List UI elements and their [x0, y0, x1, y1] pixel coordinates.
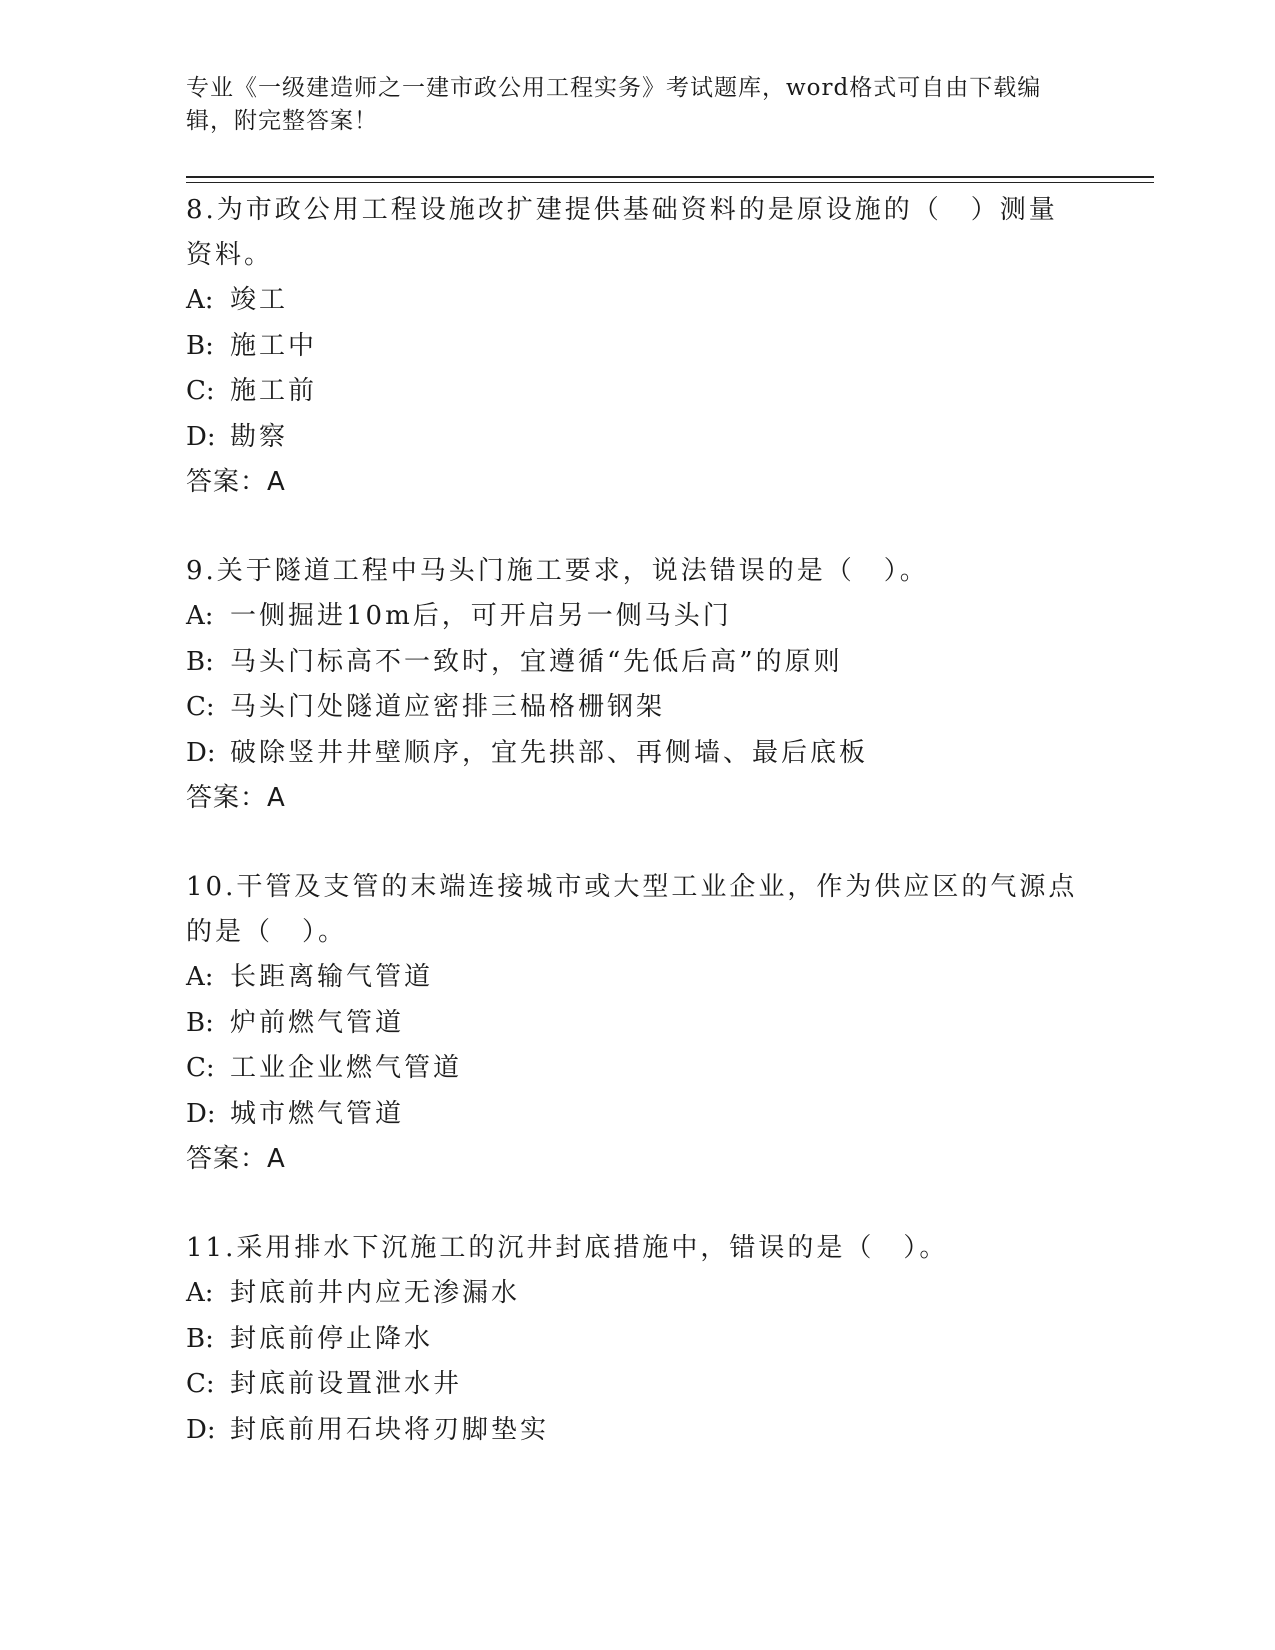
option-d: [186, 1408, 1086, 1454]
option-text: 勘察: [230, 421, 289, 452]
option-d: [186, 731, 1086, 777]
option-c: [186, 1046, 1086, 1092]
option-a: [186, 955, 1086, 1001]
option-text: 一侧掘进10m后，可开启另一侧马头门: [230, 601, 732, 631]
page-header: 专业《一级建造师之一建市政公用工程实务》考试题库，word格式可自由下载编辑，附完整答案！: [186, 75, 1042, 134]
option-letter: C:: [186, 1053, 215, 1083]
option-letter: A:: [186, 601, 214, 631]
option-text: 工业企业燃气管道: [230, 1053, 463, 1083]
option-b: [186, 324, 1086, 370]
option-letter: B:: [186, 646, 214, 677]
option-text: 破除竖井井壁顺序，宜先拱部、再侧墙、最后底板: [230, 737, 869, 768]
option-c: [186, 369, 1086, 415]
option-letter: C:: [186, 692, 215, 722]
option-text: 封底前用石块将刃脚垫实: [230, 1414, 550, 1445]
question-spacer: [186, 1182, 1086, 1226]
option-letter: A:: [186, 1278, 214, 1308]
option-text: 长距离输气管道: [230, 962, 434, 992]
option-letter: C:: [186, 376, 215, 406]
question-stem: 9.关于隧道工程中马头门施工要求，说法错误的是（ ）。: [186, 556, 929, 586]
option-letter: D:: [186, 421, 216, 452]
question-spacer: [186, 505, 1086, 549]
question-10: [186, 865, 1086, 1182]
option-text: 马头门标高不一致时，宜遵循“先低后高”的原则: [230, 646, 843, 677]
option-text: 封底前停止降水: [230, 1323, 434, 1354]
option-c: [186, 1362, 1086, 1408]
option-text: 炉前燃气管道: [230, 1007, 405, 1038]
option-a: [186, 278, 1086, 324]
question-spacer: [186, 821, 1086, 865]
option-text: 施工前: [230, 376, 318, 406]
option-letter: B:: [186, 1007, 214, 1038]
option-text: 封底前设置泄水井: [230, 1369, 463, 1399]
option-letter: D:: [186, 737, 216, 768]
question-stem: 10.干管及支管的末端连接城市或大型工业企业，作为供应区的气源点的是（ ）。: [186, 872, 1078, 947]
option-d: [186, 415, 1086, 461]
question-11: [186, 1226, 1086, 1453]
option-text: 施工中: [230, 330, 318, 361]
option-d: [186, 1092, 1086, 1138]
question-8: [186, 188, 1086, 505]
option-b: [186, 1001, 1086, 1047]
option-c: [186, 685, 1086, 731]
option-letter: D:: [186, 1098, 216, 1129]
option-letter: A:: [186, 285, 214, 315]
question-stem: 11.采用排水下沉施工的沉井封底措施中，错误的是（ ）。: [186, 1233, 949, 1263]
option-text: 马头门处隧道应密排三榀格栅钢架: [230, 692, 666, 722]
option-letter: A:: [186, 962, 214, 992]
option-a: [186, 1271, 1086, 1317]
option-text: 竣工: [230, 285, 289, 315]
option-a: [186, 594, 1086, 640]
option-text: 城市燃气管道: [230, 1098, 405, 1129]
question-stem: 8.为市政公用工程设施改扩建提供基础资料的是原设施的（ ）测量资料。: [186, 195, 1058, 270]
option-letter: C:: [186, 1369, 215, 1399]
question-9: [186, 549, 1086, 821]
option-text: 封底前井内应无渗漏水: [230, 1278, 521, 1308]
option-letter: B:: [186, 1323, 214, 1354]
option-b: [186, 1317, 1086, 1363]
header-rule-thin: [186, 182, 1154, 183]
header-rule-thick: [186, 176, 1154, 178]
option-letter: D:: [186, 1414, 216, 1445]
answer: 答案：A: [186, 1144, 286, 1174]
option-b: [186, 640, 1086, 686]
question-list: [186, 188, 1086, 1453]
option-letter: B:: [186, 330, 214, 361]
answer: 答案：A: [186, 783, 286, 813]
answer: 答案：A: [186, 467, 286, 497]
